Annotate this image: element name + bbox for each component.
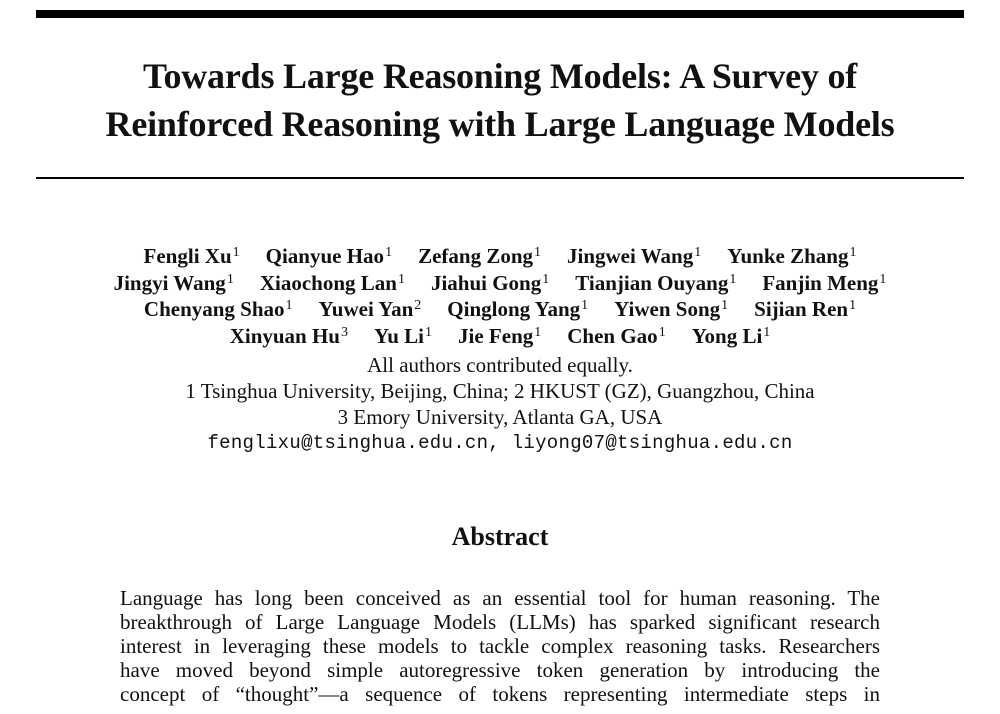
author [692, 323, 771, 350]
paper-title [0, 52, 1000, 148]
affiliation-mark: 3 [341, 324, 348, 340]
affiliation-mark: 1 [285, 298, 293, 313]
affiliation-mark: 1 [694, 245, 702, 260]
author-name: Qianyue Hao [265, 244, 385, 268]
author [458, 323, 541, 350]
author-name: Yiwen Song [614, 297, 721, 321]
author [260, 270, 405, 297]
author [567, 243, 701, 270]
author [567, 323, 665, 350]
author-name: Fengli Xu [143, 244, 232, 268]
author [144, 296, 293, 323]
affiliations-line-1: 1 Tsinghua University, Beijing, China; 2 HKUST (GZ), Guangzhou, China [185, 379, 815, 403]
affiliation-mark: 1 [534, 324, 542, 340]
abstract-line: concept of “thought”—a sequence of tokens representing intermediate steps in [120, 682, 880, 706]
affiliation-mark: 1 [729, 271, 737, 287]
affiliation-mark: 1 [763, 324, 771, 340]
abstract-line: breakthrough of Large Language Models (LLMs) has sparked significant research [120, 610, 880, 634]
author-name: Chen Gao [567, 323, 658, 348]
author-name: Jingyi Wang [113, 270, 226, 295]
author-line [0, 323, 1000, 350]
affiliation-mark: 1 [226, 271, 234, 287]
title-line-2: Reinforced Reasoning with Large Language Models [105, 104, 895, 144]
author-name: Jiahui Gong [430, 270, 542, 295]
contact-emails: fenglixu@tsinghua.edu.cn, liyong07@tsinghua.edu.cn [207, 432, 793, 454]
author-name: Fanjin Meng [762, 270, 879, 295]
author-info [0, 352, 1000, 456]
author [762, 270, 886, 297]
affiliation-mark: 1 [542, 271, 550, 287]
author [575, 270, 736, 297]
author-line [0, 270, 1000, 297]
author-name: Yu Li [374, 323, 425, 348]
author [230, 323, 348, 350]
affiliation-mark: 1 [385, 245, 393, 260]
author [374, 323, 432, 350]
author-name: Sijian Ren [754, 297, 849, 321]
abstract-line: have moved beyond simple autoregressive token generation by introducing the [120, 658, 880, 682]
author-name: Jingwei Wang [567, 244, 694, 268]
author [727, 243, 856, 270]
author [114, 270, 234, 297]
contribution-note: All authors contributed equally. [367, 353, 633, 377]
author [319, 296, 422, 323]
author-list [0, 243, 1000, 349]
author-name: Xinyuan Hu [229, 323, 340, 348]
affiliation-mark: 1 [425, 324, 433, 340]
author [614, 296, 728, 323]
affiliation-mark: 1 [581, 298, 589, 313]
author [266, 243, 392, 270]
author-line [0, 243, 1000, 270]
affiliation-mark: 1 [721, 298, 729, 313]
affiliation-mark: 1 [849, 298, 857, 313]
top-rule [36, 10, 964, 18]
author-name: Yong Li [691, 323, 763, 348]
abstract-heading: Abstract [451, 522, 549, 551]
author [144, 243, 240, 270]
author-name: Yuwei Yan [318, 297, 414, 321]
author-name: Chenyang Shao [143, 297, 285, 321]
author [418, 243, 541, 270]
affiliation-mark: 1 [534, 245, 541, 260]
affiliation-mark: 2 [414, 298, 422, 313]
title-line-1: Towards Large Reasoning Models: A Survey of [142, 56, 858, 96]
author [447, 296, 588, 323]
author-name: Qinglong Yang [447, 297, 581, 321]
author-line [0, 296, 1000, 323]
affiliation-mark: 1 [658, 324, 666, 340]
author-name: Tianjian Ouyang [575, 270, 729, 295]
abstract-line: interest in leveraging these models to tackle complex reasoning tasks. Researchers [120, 634, 880, 658]
affiliation-mark: 1 [879, 271, 887, 287]
abstract-line: Language has long been conceived as an essential tool for human reasoning. The [120, 586, 880, 610]
author [431, 270, 549, 297]
author [754, 296, 856, 323]
author-name: Jie Feng [458, 323, 534, 348]
author-name: Zefang Zong [418, 244, 533, 268]
affiliation-mark: 1 [397, 271, 405, 287]
affiliation-mark: 1 [232, 245, 240, 260]
affiliations-line-2: 3 Emory University, Atlanta GA, USA [337, 405, 663, 429]
author-name: Yunke Zhang [727, 244, 849, 268]
abstract-body [120, 586, 880, 706]
affiliation-mark: 1 [849, 245, 857, 260]
author-name: Xiaochong Lan [259, 270, 397, 295]
title-rule [36, 177, 964, 179]
